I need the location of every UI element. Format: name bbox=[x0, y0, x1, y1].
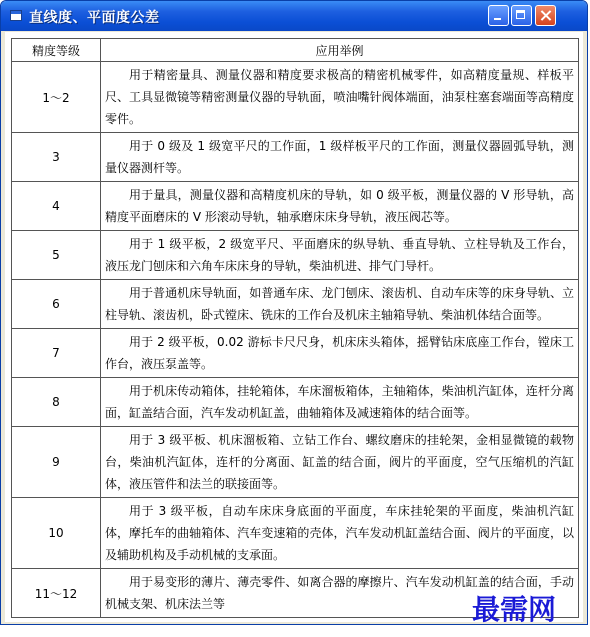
tolerance-table bbox=[11, 38, 579, 618]
application-cell: 用于 1 级平板，2 级宽平尺、平面磨床的纵导轨、垂直导轨、立柱导轨及工作台，液压龙门刨床和六角车床床身的导轨，柴油机进、排气门导杆。 bbox=[101, 231, 579, 280]
table-row bbox=[12, 280, 579, 329]
application-cell: 用于 3 级平板、机床溜板箱、立钻工作台、螺纹磨床的挂轮架，金相显微镜的载物台，柴油机汽缸体，连杆的分离面、缸盖的结合面，阀片的平面度，空气压缩机的汽缸体，液压管件和法兰的联接面等。 bbox=[101, 427, 579, 498]
content-area bbox=[5, 32, 583, 622]
application-cell: 用于普通机床导轨面，如普通车床、龙门刨床、滚齿机、自动车床等的床身导轨、立柱导轨、滚齿机，卧式镗床、铣床的工作台及机床主轴箱导轨、柴油机体结合面等。 bbox=[101, 280, 579, 329]
application-cell: 用于量具，测量仪器和高精度机床的导轨，如 0 级平板，测量仪器的 V 形导轨，高精度平面磨床的 V 形滚动导轨，轴承磨床床身导轨，液压阀芯等。 bbox=[101, 182, 579, 231]
table-row bbox=[12, 378, 579, 427]
title-bar[interactable] bbox=[1, 1, 587, 31]
application-cell: 用于 2 级平板，0.02 游标卡尺尺身，机床床头箱体，摇臂钻床底座工作台，镗床工作台，液压泵盖等。 bbox=[101, 329, 579, 378]
window-icon[interactable] bbox=[10, 10, 22, 21]
application-cell: 用于精密量具、测量仪器和精度要求极高的精密机械零件，如高精度量规、样板平尺、工具显微镜等精密测量仪器的导轨面，喷油嘴针阀体端面，油泵柱塞套端面等高精度零件。 bbox=[101, 62, 579, 133]
application-cell: 用于易变形的薄片、薄壳零件、如离合器的摩擦片、汽车发动机缸盖的结合面，手动机械支架、机床法兰等 bbox=[101, 569, 579, 618]
table-row bbox=[12, 329, 579, 378]
table-row bbox=[12, 231, 579, 280]
grade-cell: 4 bbox=[12, 182, 101, 231]
column-header-application: 应用举例 bbox=[101, 39, 579, 62]
application-cell: 用于 0 级及 1 级宽平尺的工作面，1 级样板平尺的工作面，测量仪器圆弧导轨，测量仪器测杆等。 bbox=[101, 133, 579, 182]
column-header-grade: 精度等级 bbox=[12, 39, 101, 62]
table-row bbox=[12, 427, 579, 498]
application-cell: 用于 3 级平板，自动车床床身底面的平面度，车床挂轮架的平面度，柴油机汽缸体，摩托车的曲轴箱体、汽车变速箱的壳体，汽车发动机缸盖结合面、阀片的平面度，以及辅助机构及手动机械的支承面。 bbox=[101, 498, 579, 569]
grade-cell: 3 bbox=[12, 133, 101, 182]
grade-cell: 5 bbox=[12, 231, 101, 280]
grade-cell: 10 bbox=[12, 498, 101, 569]
grade-cell: 11～12 bbox=[12, 569, 101, 618]
minimize-button[interactable] bbox=[488, 5, 509, 26]
table-header-row bbox=[12, 39, 579, 62]
table-row bbox=[12, 62, 579, 133]
watermark: 最需网 bbox=[472, 593, 557, 626]
table-row bbox=[12, 498, 579, 569]
close-button[interactable] bbox=[535, 5, 556, 26]
application-cell: 用于机床传动箱体，挂轮箱体，车床溜板箱体，主轴箱体，柴油机汽缸体，连杆分离面，缸盖结合面，汽车发动机缸盖，曲轴箱体及减速箱体的结合面等。 bbox=[101, 378, 579, 427]
grade-cell: 9 bbox=[12, 427, 101, 498]
grade-cell: 6 bbox=[12, 280, 101, 329]
grade-cell: 8 bbox=[12, 378, 101, 427]
grade-cell: 1～2 bbox=[12, 62, 101, 133]
maximize-button[interactable] bbox=[511, 5, 532, 26]
grade-cell: 7 bbox=[12, 329, 101, 378]
table-row bbox=[12, 182, 579, 231]
window-title: 直线度、平面度公差 bbox=[29, 10, 160, 26]
table-row bbox=[12, 133, 579, 182]
